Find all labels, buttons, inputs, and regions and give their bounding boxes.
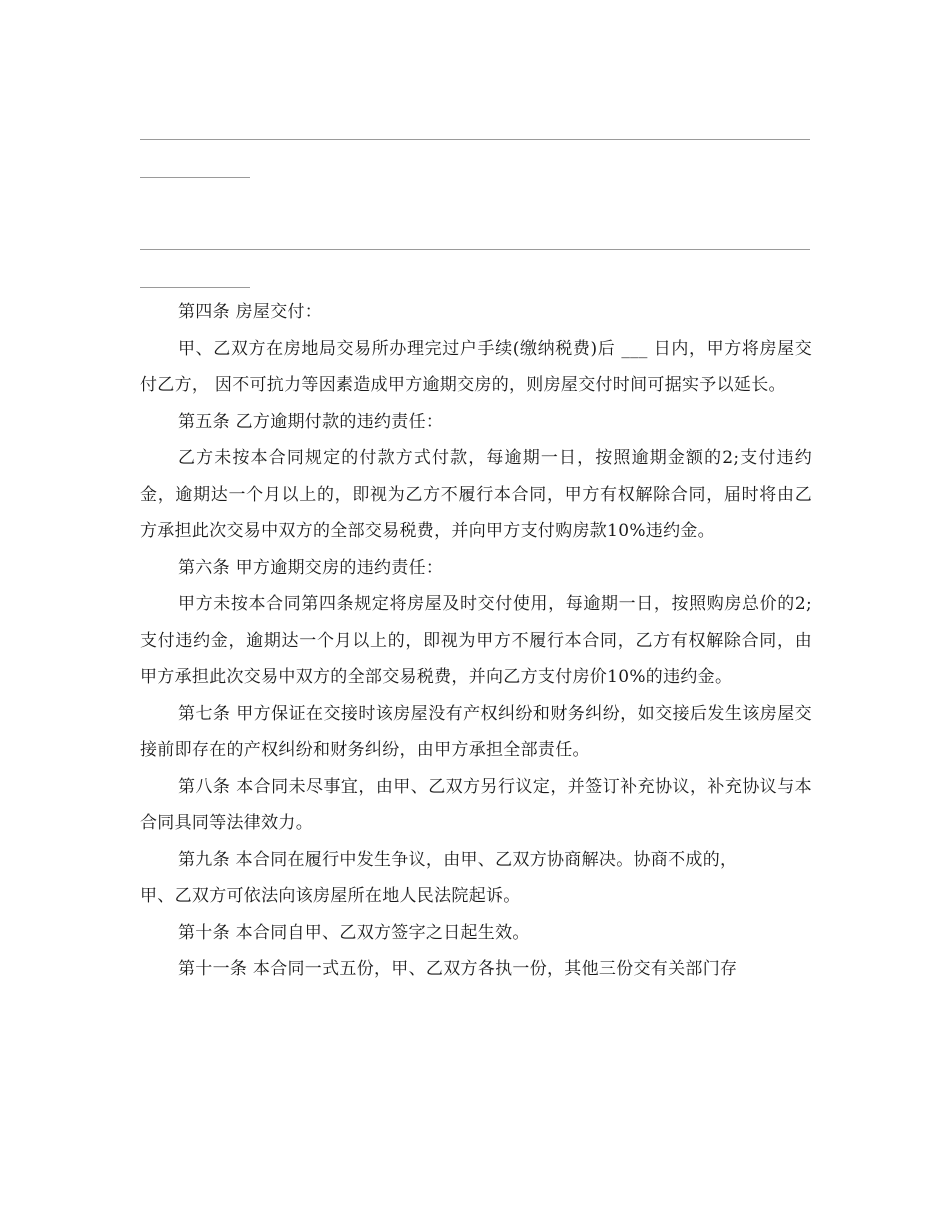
- article-10: 第十条 本合同自甲、乙双方签字之日起生效。: [178, 922, 530, 943]
- article-4-heading: 第四条 房屋交付：: [178, 302, 323, 322]
- article-5-text: 乙方未按本合同规定的付款方式付款，每逾期一日，按照逾期金额的2;支付违约金，逾期达一个月以上的，即视为乙方不履行本合同，甲方有权解除合同，届时将由乙方承担此次交易中双方的全部交易税费，并向甲方支付购房款10%违约金。: [140, 448, 812, 541]
- article-6-text: 甲方未按本合同第四条规定将房屋及时交付使用，每逾期一日，按照购房总价的2;支付违约金，逾期达一个月以上的，即视为甲方不履行本合同，乙方有权解除合同，由甲方承担此次交易中双方的全部交易税费，并向乙方支付房价10%的违约金。: [140, 594, 812, 687]
- blank-line-1-continuation: [140, 177, 250, 178]
- article-9: 第九条 本合同在履行中发生争议，由甲、乙双方协商解决。协商不成的， 甲、乙双方可依法向该房屋所在地人民法院起诉。: [140, 849, 738, 906]
- blank-line-1: [140, 139, 810, 140]
- article-11: 第十一条 本合同一式五份，甲、乙双方各执一份，其他三份交有关部门存: [178, 959, 738, 979]
- article-5-heading: 第五条 乙方逾期付款的违约责任：: [178, 411, 444, 432]
- blank-line-2-continuation: [140, 287, 250, 288]
- article-8: 第八条 本合同未尽事宜，由甲、乙双方另行议定，并签订补充协议，补充协议与本合同具同等法律效力。: [140, 776, 812, 833]
- article-4-text: 甲、乙双方在房地局交易所办理完过户手续(缴纳税费)后 ___ 日内，甲方将房屋交付乙方， 因不可抗力等因素造成甲方逾期交房的，则房屋交付时间可据实予以延长。: [140, 338, 812, 395]
- article-6-heading: 第六条 甲方逾期交房的违约责任：: [178, 557, 444, 578]
- contract-body: [140, 294, 812, 988]
- article-7: 第七条 甲方保证在交接时该房屋没有产权纠纷和财务纠纷，如交接后发生该房屋交接前即存在的产权纠纷和财务纠纷，由甲方承担全部责任。: [140, 703, 812, 760]
- blank-line-2: [140, 249, 810, 250]
